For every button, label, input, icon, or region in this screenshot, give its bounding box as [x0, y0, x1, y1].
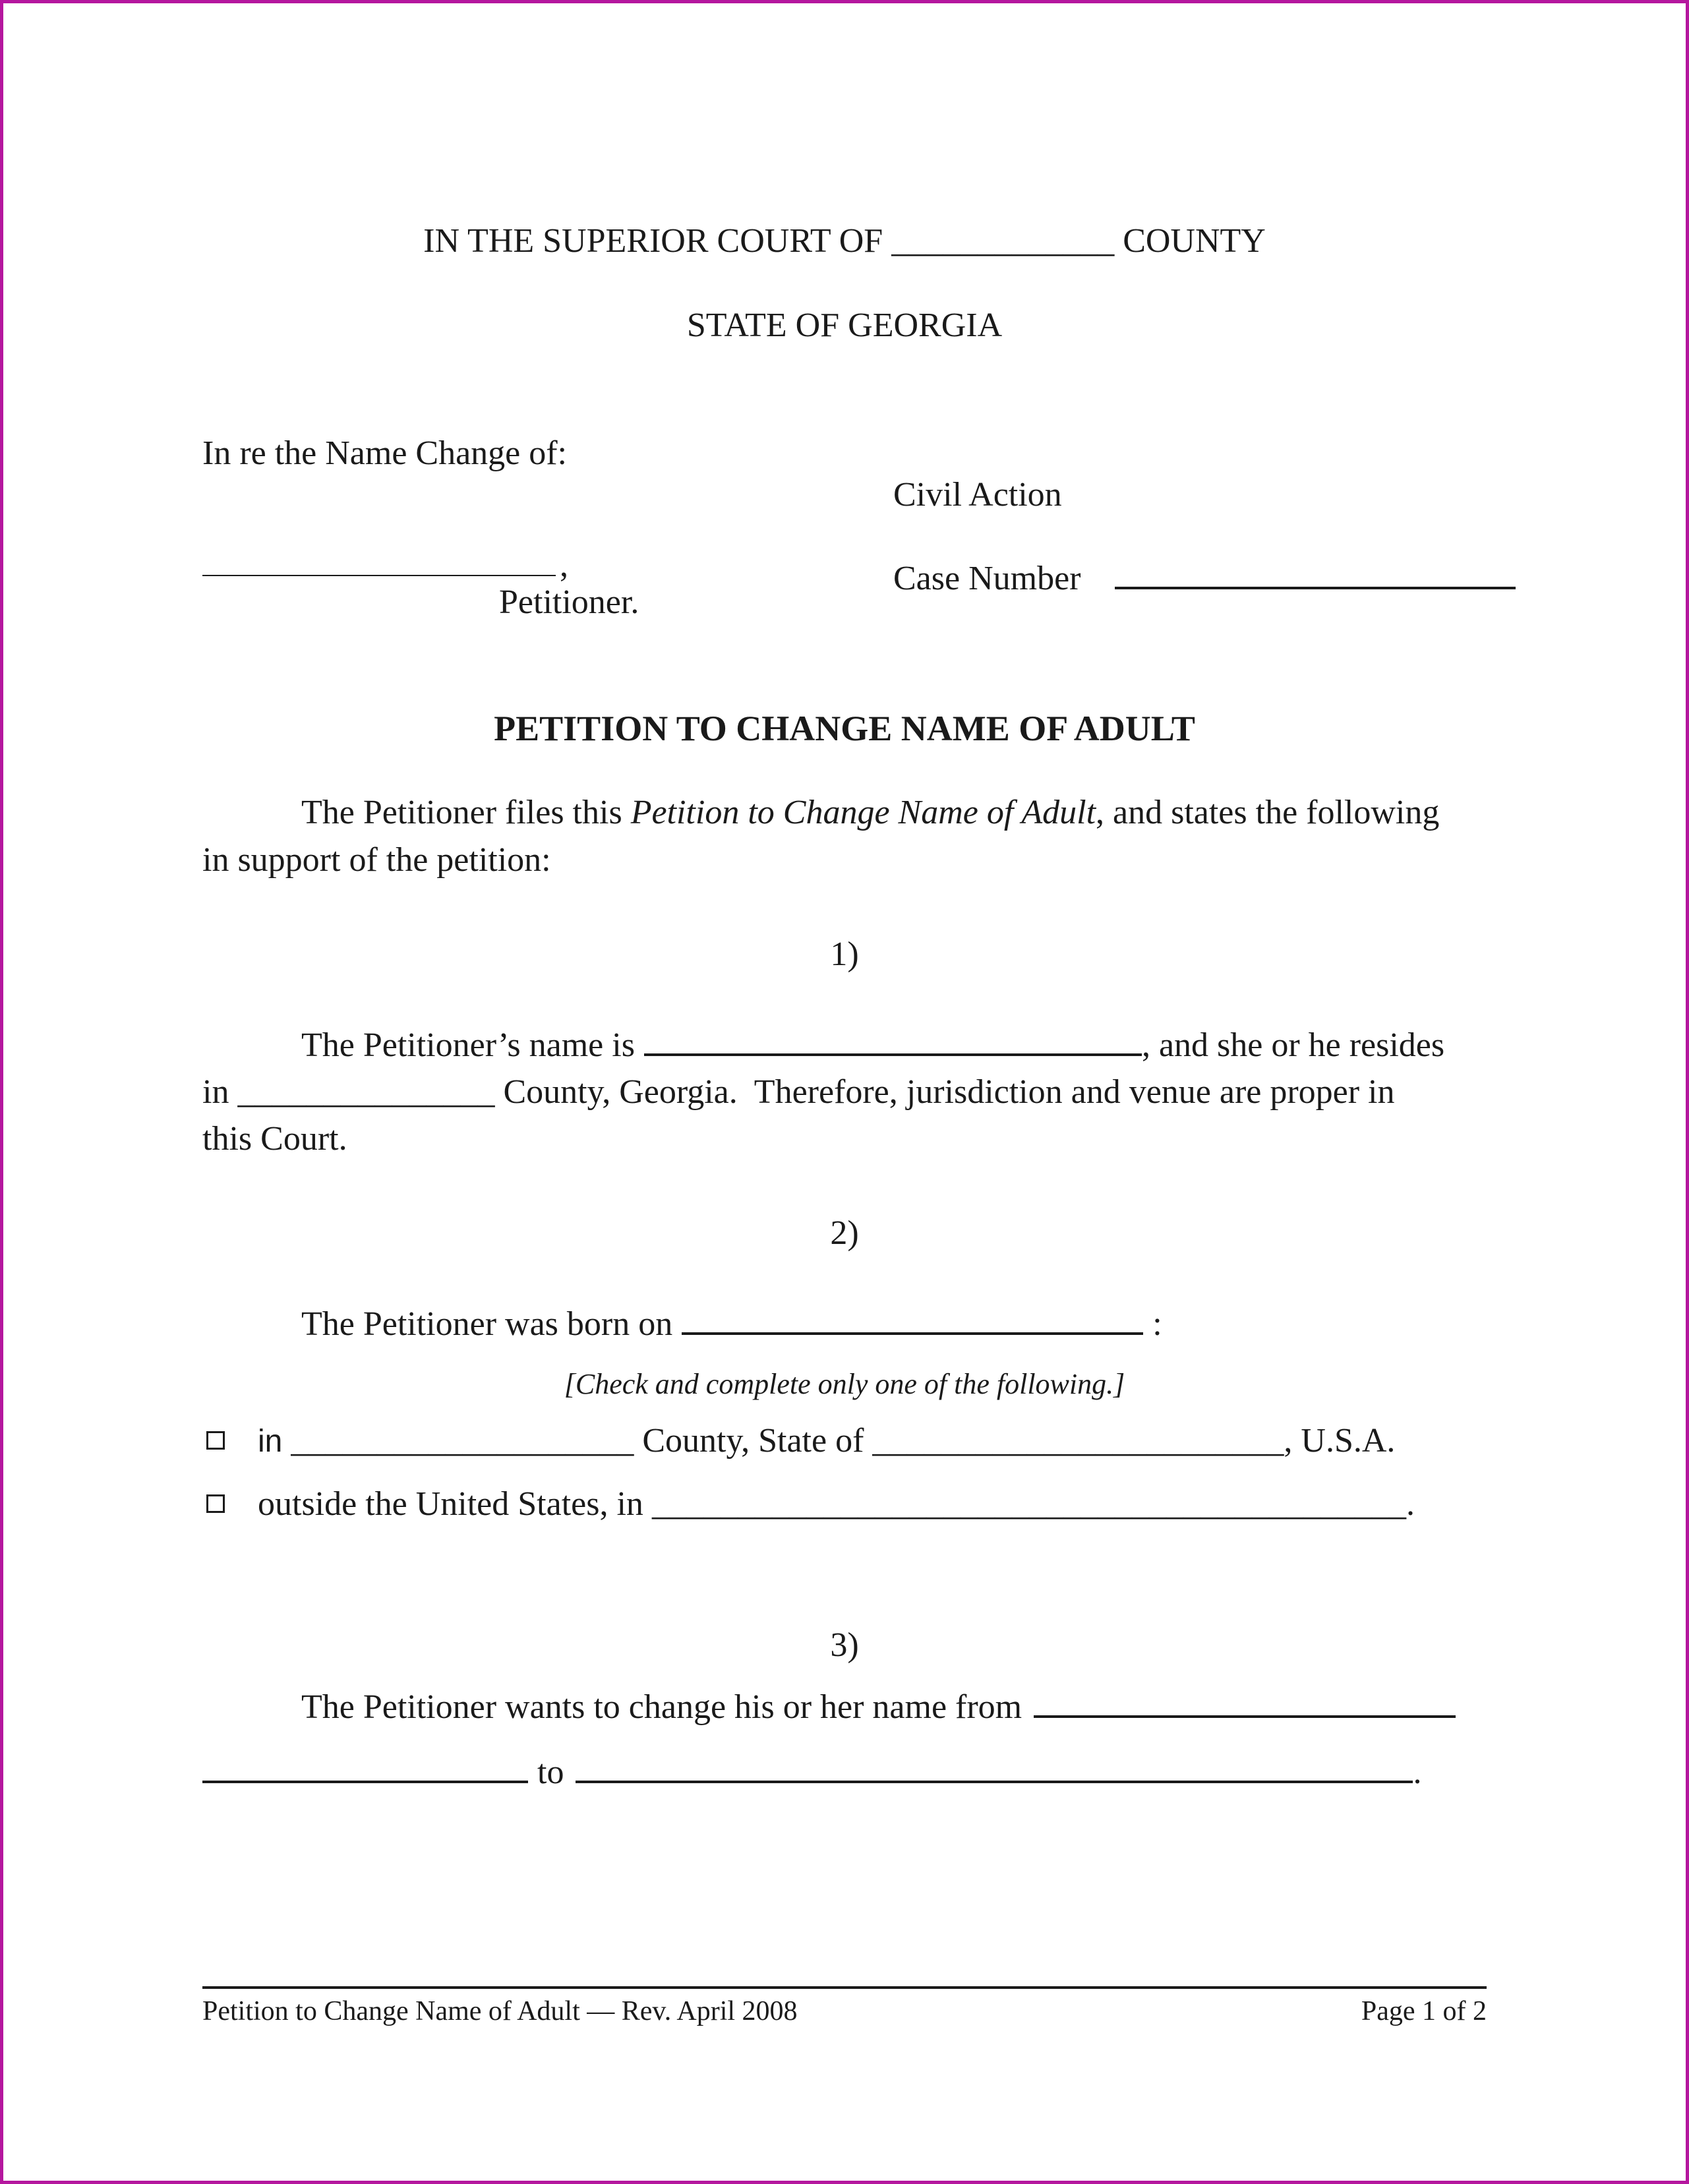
option-1-line — [258, 1424, 1395, 1458]
document-title: PETITION TO CHANGE NAME OF ADULT — [494, 709, 1195, 748]
section-1-jurisdiction-text: County, Georgia. Therefore, jurisdiction and venue are proper in — [503, 1073, 1395, 1111]
residence-county-blank[interactable]: _______________ — [237, 1073, 495, 1111]
petitioner-name-line — [202, 548, 568, 583]
petitioner-label: Petitioner. — [499, 583, 639, 621]
option-2-label: outside the United States, in — [258, 1485, 643, 1523]
birth-country-blank[interactable]: ____________________________________________ — [651, 1485, 1406, 1523]
intro-text-1: The Petitioner files this — [301, 794, 631, 831]
birth-date-blank[interactable] — [682, 1310, 1143, 1335]
in-re-label: In re the Name Change of: — [202, 434, 568, 472]
new-name-blank[interactable] — [576, 1758, 1413, 1783]
section-1-line-3: this Court. — [202, 1120, 347, 1158]
section-3-line-1 — [301, 1690, 1456, 1725]
intro-text-2: , and states the following — [1096, 794, 1440, 831]
court-heading — [0, 224, 1689, 258]
option-2-period: . — [1406, 1485, 1415, 1523]
born-label: The Petitioner was born on — [301, 1305, 673, 1343]
born-in-usa-checkbox[interactable] — [206, 1431, 225, 1450]
name-change-label: The Petitioner wants to change his or her name from — [301, 1688, 1022, 1726]
case-number-label: Case Number — [893, 560, 1081, 597]
footer-page-number: Page 1 of 2 — [1361, 1996, 1487, 2026]
option-1-county-label: County, State of — [642, 1422, 864, 1460]
section-3-period: . — [1413, 1754, 1422, 1791]
court-prefix: IN THE SUPERIOR COURT OF — [423, 222, 883, 260]
section-3-number: 3) — [830, 1626, 859, 1664]
caption-comma: , — [560, 546, 568, 584]
option-1-usa: , U.S.A. — [1284, 1422, 1396, 1460]
born-outside-usa-checkbox[interactable] — [206, 1494, 225, 1513]
section-1-name-label: The Petitioner’s name is — [301, 1026, 635, 1064]
option-1-in: in — [258, 1424, 283, 1459]
section-2-born-line — [301, 1307, 1162, 1342]
born-colon: : — [1152, 1305, 1162, 1343]
birth-state-blank[interactable]: ________________________ — [872, 1422, 1284, 1460]
option-2-line — [258, 1487, 1415, 1521]
petitioner-full-name-blank[interactable] — [644, 1031, 1142, 1056]
section-1-number: 1) — [830, 935, 859, 973]
intro-line-1 — [301, 796, 1439, 830]
section-1-resides-text: , and she or he resides — [1141, 1026, 1445, 1064]
intro-italic-title: Petition to Change Name of Adult — [630, 794, 1096, 831]
petitioner-name-blank[interactable] — [202, 552, 556, 576]
section-3-line-2 — [202, 1756, 1421, 1790]
section-2-number: 2) — [830, 1214, 859, 1252]
civil-action-label: Civil Action — [893, 476, 1062, 514]
to-label: to — [537, 1754, 564, 1791]
current-name-blank-b[interactable] — [202, 1758, 528, 1783]
birth-county-blank[interactable]: ____________________ — [291, 1422, 634, 1460]
court-suffix: COUNTY — [1123, 222, 1266, 260]
case-number-line — [893, 562, 1520, 596]
footer-form-title: Petition to Change Name of Adult — Rev. April 2008 — [202, 1996, 798, 2026]
county-blank[interactable]: _____________ — [891, 222, 1115, 260]
state-heading: STATE OF GEORGIA — [686, 307, 1003, 344]
section-1-line-2 — [202, 1075, 1395, 1109]
case-number-blank[interactable] — [1115, 564, 1516, 589]
check-instruction-note: [Check and complete only one of the following.] — [564, 1368, 1125, 1400]
footer-rule — [202, 1986, 1487, 1989]
section-1-line-1 — [301, 1028, 1444, 1063]
intro-line-2: in support of the petition: — [202, 841, 551, 879]
current-name-blank-a[interactable] — [1034, 1693, 1456, 1718]
section-1-in: in — [202, 1073, 229, 1111]
